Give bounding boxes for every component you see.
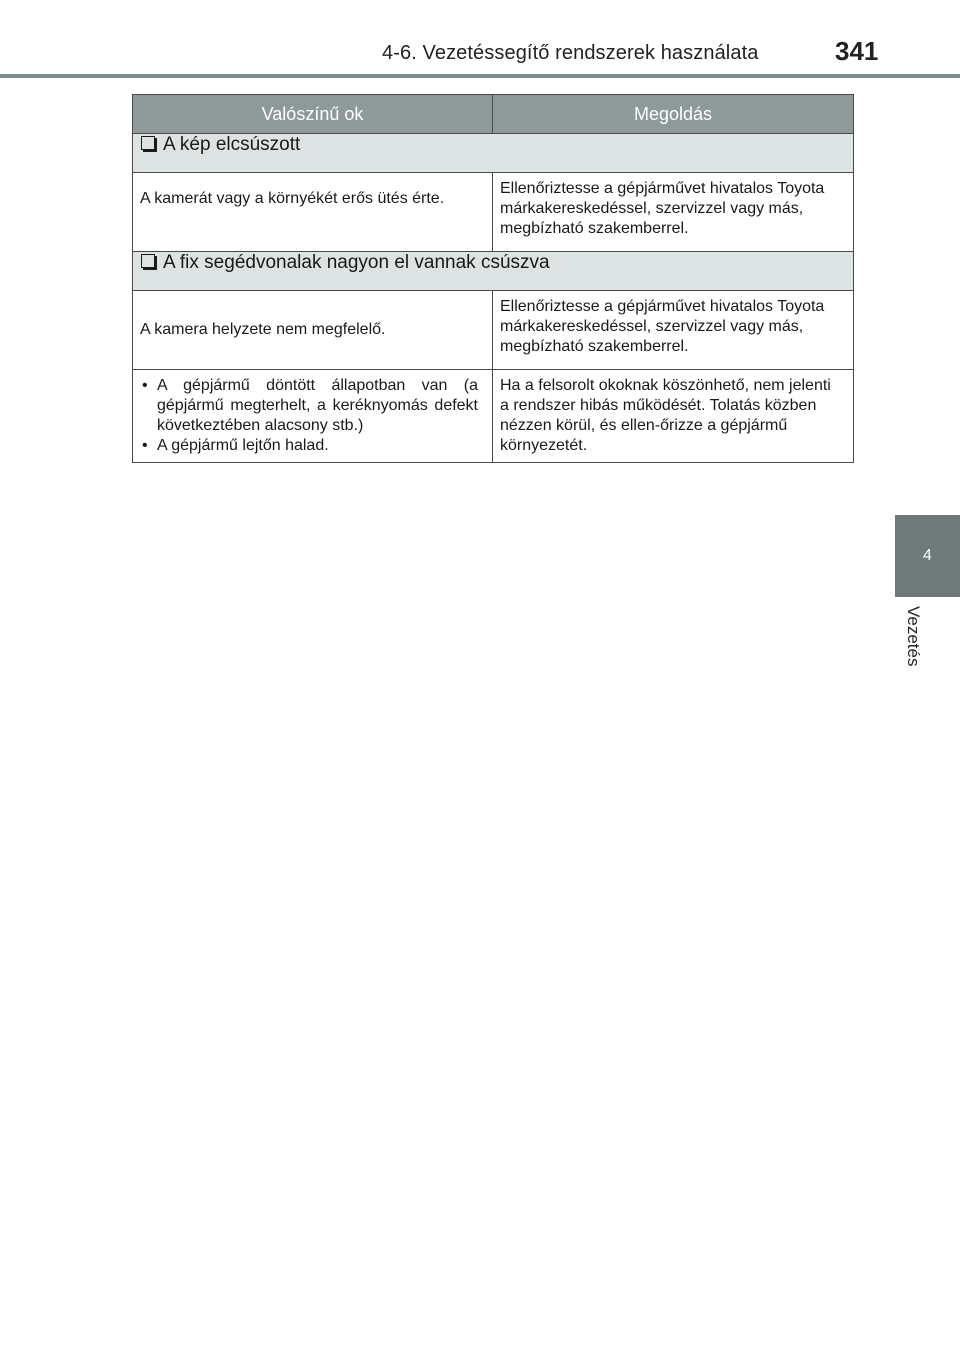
solution-cell xyxy=(493,370,854,463)
section-heading-text: A fix segédvonalak nagyon el vannak csúszva xyxy=(163,252,550,273)
solution-cell xyxy=(493,291,854,370)
column-header-solution: Megoldás xyxy=(493,95,854,134)
table-row xyxy=(133,173,854,252)
table-row xyxy=(133,370,854,463)
solution-text: Ha a felsorolt okoknak köszönhető, nem jelenti a rendszer hibás működését. Tolatás közben nézzen körül, és ellen-őrizze a gépjármű környezetét. xyxy=(500,377,831,454)
checkbox-icon xyxy=(141,254,155,268)
section-heading-row xyxy=(133,134,854,173)
chapter-number: 4 xyxy=(923,547,932,564)
cause-cell xyxy=(133,173,493,252)
section-heading-row xyxy=(133,252,854,291)
solution-cell xyxy=(493,173,854,252)
cause-text: A kamera helyzete nem megfelelő. xyxy=(140,321,386,338)
cause-cell xyxy=(133,370,493,463)
section-heading-text: A kép elcsúszott xyxy=(163,134,301,155)
chapter-tab xyxy=(895,515,960,597)
header-rule xyxy=(0,74,960,78)
page-number: 341 xyxy=(835,36,879,66)
section-heading xyxy=(133,252,854,291)
list-item: • A gépjármű lejtőn halad. xyxy=(140,436,478,456)
list-item: • A gépjármű döntött állapotban van (a gépjármű megterhelt, a keréknyomás defekt következtében alacsony stb.) xyxy=(140,376,478,436)
cause-cell xyxy=(133,291,493,370)
section-title: 4-6. Vezetéssegítő rendszerek használata xyxy=(382,42,759,64)
table-header-row xyxy=(133,95,854,134)
chapter-label: Vezetés xyxy=(904,606,923,667)
column-header-cause: Valószínű ok xyxy=(133,95,493,134)
solution-text: Ellenőriztesse a gépjárművet hivatalos Toyota márkakereskedéssel, szervizzel vagy más, megbízható szakemberrel. xyxy=(500,180,825,237)
troubleshooting-table xyxy=(132,94,854,463)
cause-bullet-list xyxy=(140,376,478,456)
cause-text: A kamerát vagy a környékét erős ütés érte. xyxy=(140,190,445,207)
section-heading xyxy=(133,134,854,173)
solution-text: Ellenőriztesse a gépjárművet hivatalos Toyota márkakereskedéssel, szervizzel vagy más, megbízható szakemberrel. xyxy=(500,298,825,355)
checkbox-icon xyxy=(141,136,155,150)
table-row xyxy=(133,291,854,370)
